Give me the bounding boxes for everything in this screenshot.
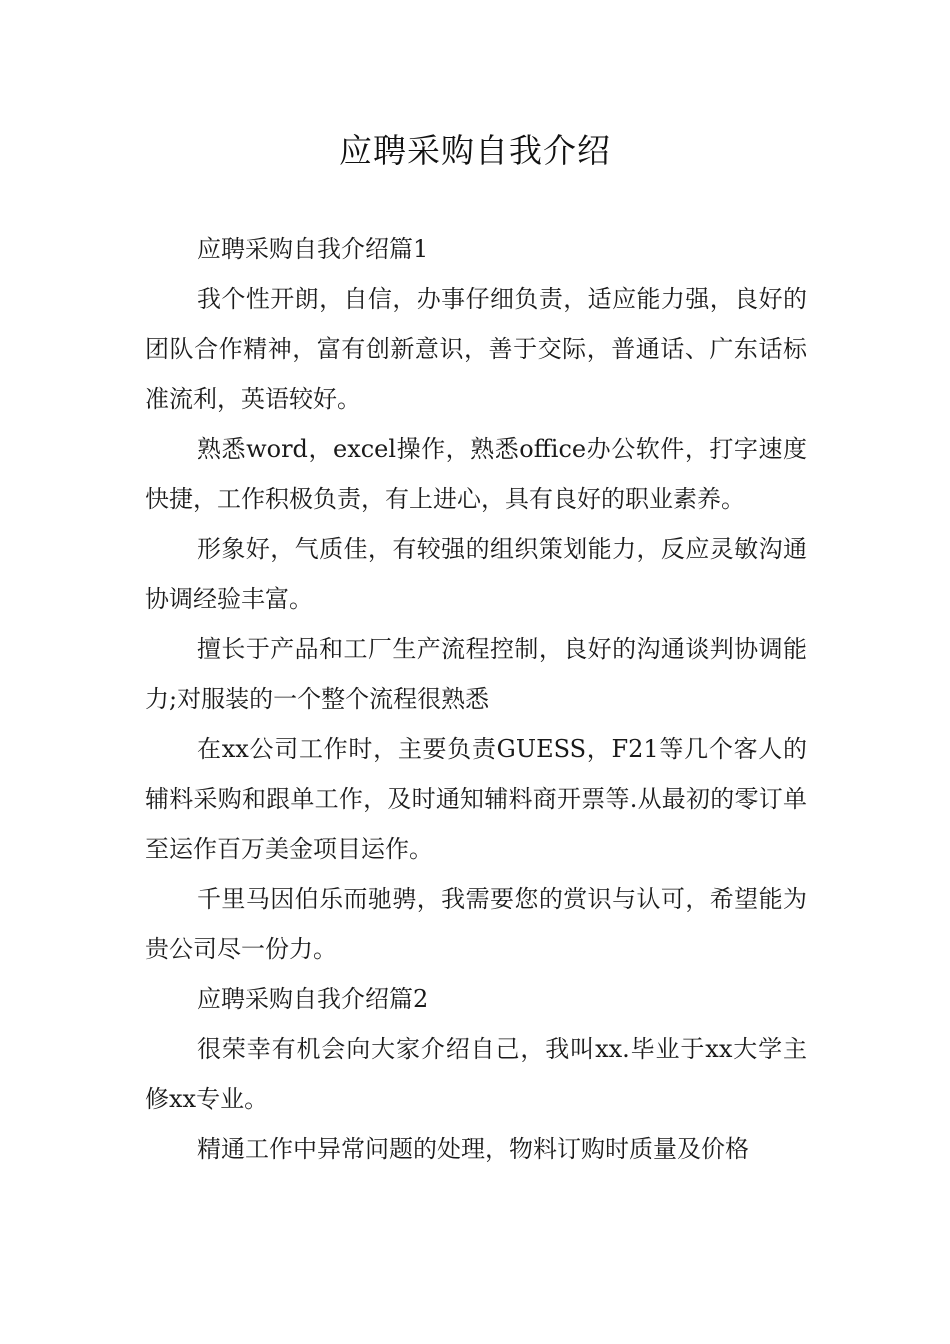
paragraph: 熟悉word，excel操作，熟悉office办公软件，打字速度快捷，工作积极负责，有上进心，具有良好的职业素养。: [145, 435, 807, 513]
paragraph: 擅长于产品和工厂生产流程控制，良好的沟通谈判协调能力;对服装的一个整个流程很熟悉: [145, 635, 807, 713]
section-heading-1: 应聘采购自我介绍篇1: [197, 235, 429, 263]
section-heading-2: 应聘采购自我介绍篇2: [197, 985, 429, 1013]
document-body: [145, 224, 807, 1174]
paragraph: 我个性开朗，自信，办事仔细负责，适应能力强，良好的团队合作精神，富有创新意识，善于交际，普通话、广东话标准流利，英语较好。: [145, 285, 807, 413]
paragraph: 精通工作中异常问题的处理，物料订购时质量及价格: [197, 1135, 749, 1163]
paragraph: 形象好，气质佳，有较强的组织策划能力，反应灵敏沟通协调经验丰富。: [145, 535, 807, 613]
paragraph: 很荣幸有机会向大家介绍自己，我叫xx.毕业于xx大学主修xx专业。: [145, 1035, 807, 1113]
paragraph: 在xx公司工作时，主要负责GUESS，F21等几个客人的辅料采购和跟单工作，及时通知辅料商开票等.从最初的零订单至运作百万美金项目运作。: [145, 735, 807, 863]
paragraph: 千里马因伯乐而驰骋，我需要您的赏识与认可，希望能为贵公司尽一份力。: [145, 885, 807, 963]
document-title: 应聘采购自我介绍: [339, 131, 611, 170]
